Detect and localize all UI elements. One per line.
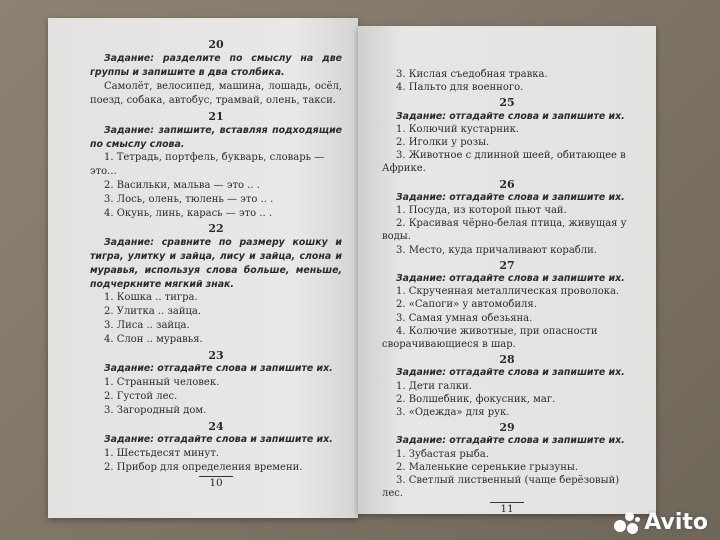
exercise-number: 22 [208,222,224,236]
exercise-section [382,259,632,351]
list-item: 1. Скрученная металлическая проволока. [396,286,620,298]
exercise-number: 24 [208,419,224,433]
exercise-task: Задание: отгадайте слова и запишите их. [104,363,333,375]
list-item: 1. Колючий кустарник. [396,123,520,135]
list-item: 2. Прибор для определения времени. [104,461,303,473]
exercise-task: Задание: разделите по смыслу на две группы и запишите в два столбика. [90,52,342,78]
exercise-task: Задание: отгадайте слова и запишите их. [396,367,625,379]
exercise-number: 28 [499,353,515,367]
left-page-content [90,36,342,491]
exercise-number: 26 [499,177,515,191]
list-item: 1. Шестьдесят минут. [104,448,220,460]
exercise-section [382,353,632,419]
right-page [358,26,656,514]
exercise-task: Задание: запишите, вставляя подходящие по смыслу слова. [90,124,342,150]
exercise-task: Задание: сравните по размеру кошку и тигра, улитку и зайца, лису и зайца, слона и муравья, используя слова больше, меньше, подчеркните мягкий знак. [90,237,342,290]
exercise-number: 27 [499,258,515,272]
exercise-section [382,96,632,175]
exercise-number: 23 [208,348,224,362]
exercise-paragraph: Самолёт, велосипед, машина, лошадь, осёл, поезд, собака, автобус, трамвай, олень, такси. [90,81,342,107]
exercise-task: Задание: отгадайте слова и запишите их. [396,191,625,203]
avito-logo-icon [614,512,640,534]
list-item: 2. Густой лес. [104,390,178,402]
exercise-task: Задание: отгадайте слова и запишите их. [396,273,625,285]
left-page [48,18,358,518]
list-item: 3. Место, куда причаливают корабли. [396,244,598,256]
list-item: 3. «Одежда» для рук. [396,407,510,419]
exercise-section [90,420,342,475]
list-item: 1. Тетрадь, портфель, букварь, словарь — это... [90,152,325,178]
list-item: 1. Посуда, из которой пьют чай. [396,205,567,217]
exercise-number: 21 [208,109,224,123]
list-item: 1. Дети галки. [396,380,472,392]
page-number [90,477,342,491]
list-item: 4. Слон .. муравья. [104,333,203,345]
list-item: 4. Колючие животные, при опасности сворачивающиеся в шар. [382,325,598,351]
list-item: 3. Лось, олень, тюлень — это .. . [104,193,274,205]
avito-watermark [614,510,708,535]
page-number-text: 10 [199,476,232,489]
page-number [382,503,632,516]
list-item: 2. Улитка .. зайца. [104,306,202,318]
list-item: 4. Окунь, линь, карась — это .. . [104,207,273,219]
exercise-section [90,38,342,108]
exercise-task: Задание: отгадайте слова и запишите их. [104,434,333,446]
exercise-number: 25 [499,96,515,110]
list-item: 1. Зубастая рыба. [396,448,489,460]
exercise-task: Задание: отгадайте слова и запишите их. [396,110,625,122]
list-item: 3. Кислая съедобная травка. [396,69,548,80]
list-item: 3. Лиса .. зайца. [104,319,190,331]
exercise-section [90,110,342,220]
exercise-number: 20 [208,38,224,51]
list-item: 3. Животное с длинной шеей, обитающее в Африке. [382,150,626,175]
list-item: 1. Странный человек. [104,377,220,389]
list-item: 3. Самая умная обезьяна. [396,312,533,324]
list-item: 2. Васильки, мальва — это .. . [104,179,260,191]
list-item: 2. Волшебник, фокусник, маг. [396,393,556,405]
list-item: 2. Маленькие серенькие грызуны. [396,461,579,473]
exercise-section [382,178,632,257]
list-item: 3. Светлый лиственный (чаще берёзовый) лес. [382,475,620,500]
exercise-number: 29 [499,421,515,435]
exercise-section [90,349,342,418]
list-item: 2. Иголки у розы. [396,137,490,149]
right-page-content [382,68,632,516]
page-number-text: 11 [490,502,523,515]
exercise-section [90,222,342,346]
avito-text: Avito [644,510,708,535]
list-item: 4. Пальто для военного. [396,82,524,94]
list-item: 3. Загородный дом. [104,404,207,416]
exercise-task: Задание: отгадайте слова и запишите их. [396,435,625,447]
list-item: 2. Красивая чёрно-белая птица, живущая у воды. [382,218,627,243]
exercise-section [382,421,632,500]
list-item: 2. «Сапоги» у автомобиля. [396,299,537,311]
list-item: 1. Кошка .. тигра. [104,292,198,304]
